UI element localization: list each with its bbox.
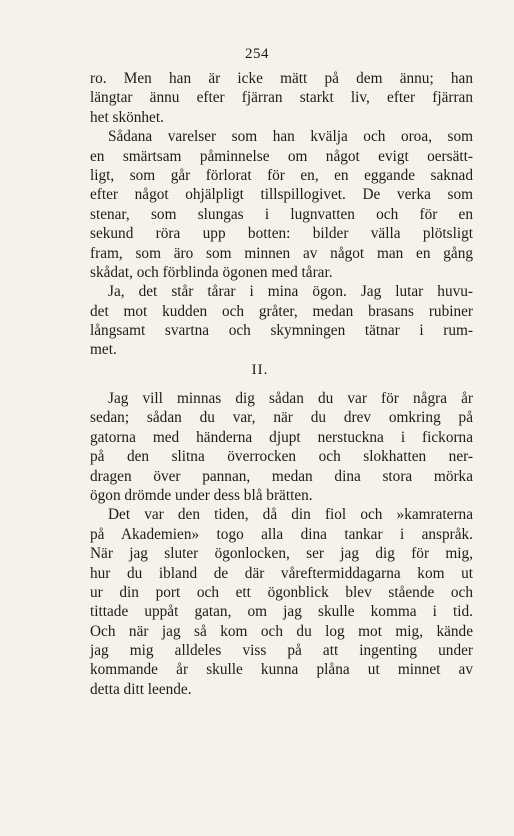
text-line: kommande år skulle kunna plåna ut minnet av bbox=[90, 661, 473, 679]
text-line: När jag sluter ögonlocken, ser jag dig för mig, bbox=[90, 545, 473, 563]
text-line: tittade uppåt gatan, om jag skulle komma i tid. bbox=[90, 603, 473, 621]
text-line: ligt, som går förlorat för en, en eggande saknad bbox=[90, 166, 473, 184]
text-line: det mot kudden och gråter, medan brasans rubiner bbox=[90, 302, 473, 320]
text-line: på Akademien» togo alla dina tankar i anspråk. bbox=[90, 525, 473, 543]
text-line: ögon drömde under dess blå brätten. bbox=[90, 486, 313, 504]
text-line: Det var den tiden, då din fiol och »kamraterna bbox=[108, 506, 473, 524]
text-line: Sådana varelser som han kvälja och oroa, som bbox=[108, 128, 473, 146]
text-line: fram, som äro som minnen av något man en gång bbox=[90, 244, 473, 262]
section-2-text bbox=[90, 389, 473, 699]
text-line: het skönhet. bbox=[90, 108, 164, 126]
text-line: met. bbox=[90, 341, 117, 359]
text-line: gatorna med händerna djupt nerstuckna i fickorna bbox=[90, 428, 473, 446]
text-line: långsamt svartna och skymningen tätnar i rum- bbox=[90, 322, 473, 340]
text-line: en smärtsam påminnelse om något evigt oersätt- bbox=[90, 147, 473, 165]
text-line: sekund röra upp botten: bilder välla plötsligt bbox=[90, 225, 473, 243]
text-line: Ja, det står tårar i mina ögon. Jag lutar huvu- bbox=[108, 283, 473, 301]
text-line: ro. Men han är icke mätt på dem ännu; han bbox=[90, 70, 473, 87]
page-number: 254 bbox=[245, 46, 269, 62]
text-line: längtar ännu efter fjärran starkt liv, efter fjärran bbox=[90, 89, 473, 107]
text-line: Och när jag så kom och du log mot mig, kände bbox=[90, 622, 473, 640]
text-line: på den slitna överrocken och slokhatten ner- bbox=[90, 448, 473, 466]
text-line: skådat, och förblinda ögonen med tårar. bbox=[90, 263, 333, 281]
text-line: detta ditt leende. bbox=[90, 680, 192, 698]
text-line: ur din port och ett ögonblick blev stående och bbox=[90, 583, 473, 601]
text-line: sedan; sådan du var, när du drev omkring på bbox=[90, 409, 473, 427]
text-line: hur du ibland de där våreftermiddagarna kom ut bbox=[90, 564, 473, 582]
text-line: dragen över pannan, medan dina stora mörka bbox=[90, 467, 473, 485]
section-1-text bbox=[90, 69, 473, 360]
section-heading: II. bbox=[251, 362, 269, 378]
text-line: stenar, som slungas i lugnvatten och för en bbox=[90, 205, 473, 223]
text-line: Jag vill minnas dig sådan du var för några år bbox=[108, 390, 473, 407]
text-line: efter något ohjälpligt tillspillogivet. De verka som bbox=[90, 186, 473, 204]
text-line: jag mig alldeles viss på att ingenting under bbox=[90, 642, 473, 660]
